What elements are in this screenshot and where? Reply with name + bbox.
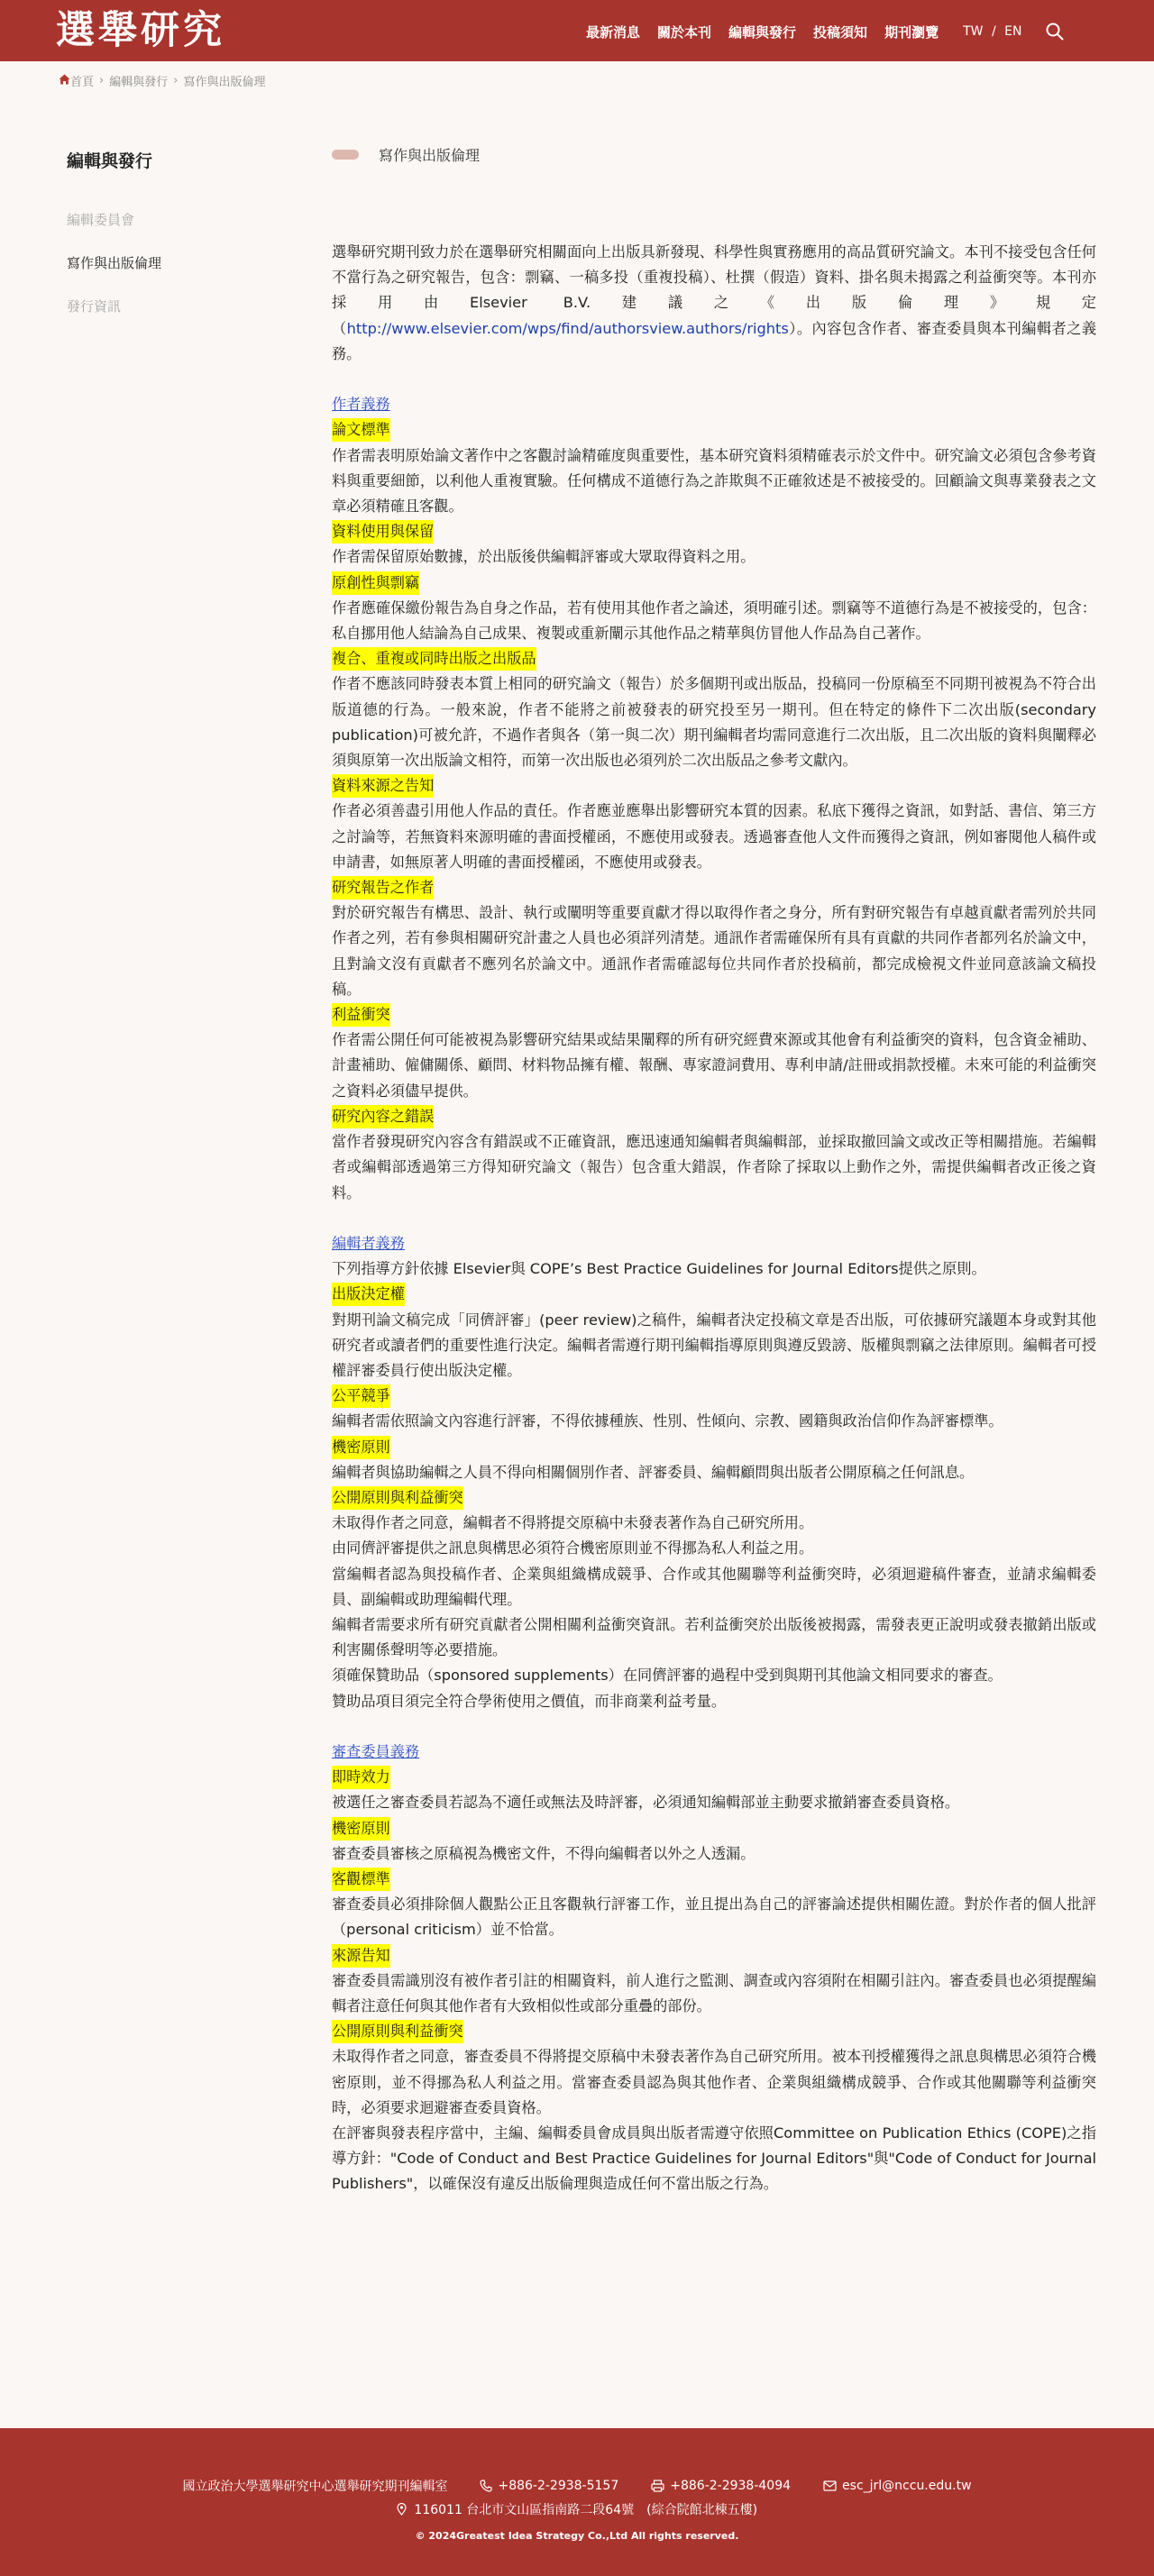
site-header — [0, 0, 1154, 61]
paragraph: 編輯者需要求所有研究貢獻者公開相關利益衝突資訊。若利益衝突於出版後被揭露，需發表更正說明或發表撤銷出版或利害關係聲明等必要措施。 — [332, 1615, 1096, 1659]
phone-number[interactable]: +886-2-2938-5157 — [498, 2479, 619, 2493]
highlighted-heading: 即時效力 — [332, 1766, 390, 1789]
paragraph: 當編輯者認為與投稿作者、企業與組織構成競爭、合作或其他關聯等利益衝突時，必須迴避稿件審查，並請求編輯委員、副編輯或助理編輯代理。 — [332, 1565, 1096, 1608]
subsection-heading — [332, 1435, 1096, 1460]
subsection-heading — [332, 773, 1096, 799]
highlighted-heading: 原創性與剽竊 — [332, 571, 419, 595]
breadcrumb-home[interactable]: 首頁 — [70, 76, 95, 89]
paragraph: 作者不應該同時發表本質上相同的研究論文（報告）於多個期刊或出版品，投稿同一份原稿至不同期刊被視為不符合出版道德的行為。一般來說，作者不能將之前被發表的研究投至另一期刊。但在特定的條件下二次出版(secondary publication)可被允許，不過作者與各（第一與二次）期刊編輯者均需同意進行二次出版，且二次出版的資料與闡釋必須與原第一次出版論文相符，而第一次出版也必須列於二次出版品之參考文獻內。 — [332, 675, 1096, 770]
intro-text: 選舉研究期刊致力於在選舉研究相關面向上出版具新發現、科學性與實務應用的高品質研究論文。本刊不接受包含任何不當行為之研究報告，包含：剽竊、一稿多投（重複投稿）、杜撰（假造）資料、掛名與未揭露之利益衝突等。本刊亦採用由Elsevier B.V.建議之《出版倫理》規定（ — [332, 243, 1096, 337]
sidebar-item-editorial-board[interactable]: 編輯委員會 — [67, 212, 135, 228]
paragraph: 作者需公開任何可能被視為影響研究結果或結果闡釋的所有研究經費來源或其他會有利益衝突的資料，包含資金補助、計畫補助、僱傭關係、顧問、材料物品擁有權、報酬、專家證詞費用、專利申請/註冊或捐款授權。未來可能的利益衝突之資料必須儘早提供。 — [332, 1031, 1096, 1100]
highlighted-heading: 公平競爭 — [332, 1384, 390, 1408]
highlighted-heading: 複合、重複或同時出版之出版品 — [332, 647, 536, 671]
section-heading — [332, 367, 1096, 417]
paragraph: 審查委員需識別沒有被作者引註的相關資料，前人進行之監測、調查或內容須附在相關引註內。審查委員也必須提醒編輯者注意任何與其他作者有大致相似性或部分重疊的部份。 — [332, 1971, 1096, 2014]
paragraph: 須確保贊助品（sponsored supplements）在同儕評審的過程中受到與期刊其他論文相同要求的審查。 — [332, 1667, 1003, 1685]
paragraph: 贊助品項目須完全符合學術使用之價值，而非商業利益考量。 — [332, 1692, 727, 1710]
site-logo[interactable]: 選舉研究 — [56, 8, 225, 53]
section-title[interactable]: 編輯者義務 — [332, 1234, 405, 1252]
subsection-heading — [332, 519, 1096, 544]
site-footer — [0, 2428, 1154, 2576]
paragraph: 對期刊論文稿完成「同儕評審」(peer review)之稿件，編輯者決定投稿文章是否出版，可依據研究議題本身或對其他研究者或讀者們的重要性進行決定。編輯者需遵行期刊編輯指導原則與遵反毀謗、版權與剽竊之法律原則。編輯者可授權評審委員行使出版決定權。 — [332, 1311, 1096, 1379]
lang-separator: / — [991, 24, 996, 39]
lang-tw[interactable]: TW — [963, 24, 984, 39]
paragraph: 被選任之審查委員若認為不適任或無法及時評審，必須通知編輯部並主動要求撤銷審查委員資格。 — [332, 1794, 960, 1812]
subsection-heading — [332, 1816, 1096, 1841]
lang-en[interactable]: EN — [1004, 24, 1022, 39]
subsection-heading — [332, 1867, 1096, 1892]
sidebar-item-publication-info[interactable]: 發行資訊 — [67, 298, 122, 315]
subsection-heading — [332, 1002, 1096, 1028]
footer-org: 國立政治大學選舉研究中心選舉研究期刊編輯室 — [182, 2480, 448, 2494]
footer-contact — [0, 2477, 1154, 2495]
subsection-heading — [332, 1943, 1096, 1969]
section-title[interactable]: 作者義務 — [332, 396, 390, 414]
nav-submission[interactable]: 投稿須知 — [813, 23, 868, 41]
paragraph: 未取得作者之同意，編輯者不得將提交原稿中未發表著作為自己研究所用。 — [332, 1514, 814, 1532]
page-heading — [332, 144, 480, 165]
subsection-heading — [332, 1765, 1096, 1790]
section-lead: 下列指導方針依據 Elsevier與 COPE’s Best Practice Guidelines for Journal Editors提供之原則。 — [332, 1260, 986, 1278]
paragraph: 在評審與發表程序當中，主編、編輯委員會成員與出版者需遵守依照Committee on Publication Ethics (COPE)之指導方針："Code of Conduct and Best Practice Guidelines for Journal Editors"與"Code of Conduct for Journal Publishers"，以確保沒有違反出版倫理與造成任何不當出版之行為。 — [332, 2124, 1096, 2193]
nav-about[interactable]: 關於本刊 — [657, 23, 712, 41]
nav-browse[interactable]: 期刊瀏覽 — [884, 23, 939, 41]
footer-address: 116011 台北市文山區指南路二段64號 (綜合院館北棟五樓) — [414, 2503, 758, 2517]
paragraph: 未取得作者之同意，審查委員不得將提交原稿中未發表著作為自己研究所用。被本刊授權獲得之訊息與構思必須符合機密原則，並不得挪為私人利益之用。當審查委員認為與其他作者、企業與組織構成競爭、合作或其他關聯等利益衝突時，必須要求迴避審查委員資格。 — [332, 2048, 1096, 2116]
breadcrumb-current: 寫作與出版倫理 — [183, 76, 266, 89]
highlighted-heading: 機密原則 — [332, 1817, 390, 1841]
highlighted-heading: 機密原則 — [332, 1436, 390, 1459]
highlighted-heading: 利益衝突 — [332, 1003, 390, 1027]
subsection-heading — [332, 1282, 1096, 1307]
paragraph: 由同儕評審提供之訊息與構思必須符合機密原則並不得挪為私人利益之用。 — [332, 1539, 814, 1557]
intro-text-end: ）。內容包含作者、審查委員與本刊編輯者之義務。 — [332, 319, 1097, 362]
search-icon[interactable] — [1044, 21, 1066, 42]
sections — [332, 367, 1096, 2197]
intro-paragraph — [332, 240, 1096, 367]
paragraph: 作者應確保繳份報告為自身之作品，若有使用其他作者之論述，須明確引述。剽竊等不道德行為是不被接受的，包含：私自挪用他人結論為自己成果、複製或重新闡示其他作品之精華與仿冒他人作品為自己著作。 — [332, 598, 1096, 643]
paragraph: 審查委員必須排除個人觀點公正且客觀執行評審工作，並且提出為自己的評審論述提供相關佐證。對於作者的個人批評（personal criticism）並不恰當。 — [332, 1895, 1096, 1939]
subsection-heading — [332, 417, 1096, 443]
highlighted-heading: 公開原則與利益衝突 — [332, 1486, 463, 1510]
fax-icon — [651, 2480, 664, 2492]
nav-news[interactable]: 最新消息 — [586, 23, 641, 41]
subsection-heading — [332, 571, 1096, 596]
section-heading — [332, 1714, 1096, 1765]
paragraph: 審查委員審核之原稿視為機密文件，不得向編輯者以外之人透漏。 — [332, 1844, 756, 1862]
breadcrumb — [59, 72, 265, 89]
article-content — [332, 240, 1096, 2197]
subsection-heading — [332, 1485, 1096, 1511]
highlighted-heading: 來源告知 — [332, 1944, 390, 1968]
paragraph: 編輯者與協助編輯之人員不得向相關個別作者、評審委員、編輯顧問與出版者公開原稿之任何訊息。 — [332, 1463, 975, 1481]
phone-icon — [480, 2480, 492, 2492]
highlighted-heading: 研究內容之錯誤 — [332, 1105, 434, 1128]
chevron-right-icon: › — [173, 74, 179, 87]
page-title: 寫作與出版倫理 — [379, 147, 481, 164]
highlighted-heading: 出版決定權 — [332, 1283, 405, 1306]
highlighted-heading: 客觀標準 — [332, 1868, 390, 1891]
sidebar-item-ethics[interactable]: 寫作與出版倫理 — [67, 255, 162, 271]
footer-email — [823, 2477, 972, 2495]
nav-editorial[interactable]: 編輯與發行 — [728, 23, 797, 41]
location-pin-icon — [397, 2503, 407, 2516]
highlighted-heading: 公開原則與利益衝突 — [332, 2020, 463, 2043]
breadcrumb-editorial[interactable]: 編輯與發行 — [109, 76, 169, 89]
main-nav — [586, 21, 1066, 42]
paragraph: 編輯者需依照論文內容進行評審，不得依據種族、性別、性傾向、宗教、國籍與政治信仰作為評審標準。 — [332, 1412, 1003, 1430]
subsection-heading — [332, 1104, 1096, 1129]
heading-decoration — [332, 150, 359, 160]
fax-number: +886-2-2938-4094 — [670, 2479, 792, 2493]
highlighted-heading: 資料來源之告知 — [332, 774, 434, 798]
home-icon[interactable] — [59, 74, 70, 88]
section-heading — [332, 1206, 1096, 1256]
paragraph: 作者需保留原始數據，於出版後供編輯評審或大眾取得資料之用。 — [332, 548, 756, 566]
elsevier-link[interactable]: http://www.elsevier.com/wps/find/authorsview.authors/rights — [346, 319, 789, 337]
paragraph: 作者必須善盡引用他人作品的責任。作者應並應舉出影響研究本質的因素。私底下獲得之資訊，如對話、書信、第三方之討論等，若無資料來源明確的書面授權函，不應使用或發表。透過審查他人文件而獲得之資訊，例如審閱他人稿件或申請書，如無原著人明確的書面授權函，不應使用或發表。 — [332, 802, 1096, 871]
mail-icon — [823, 2480, 837, 2491]
sidebar — [67, 148, 292, 340]
subsection-heading — [332, 1384, 1096, 1409]
email-address[interactable]: esc_jrl@nccu.edu.tw — [842, 2479, 972, 2493]
section-title[interactable]: 審查委員義務 — [332, 1742, 420, 1760]
subsection-heading — [332, 646, 1096, 671]
paragraph: 當作者發現研究內容含有錯誤或不正確資訊，應迅速通知編輯者與編輯部，並採取撤回論文或改正等相關措施。若編輯者或編輯部透過第三方得知研究論文（報告）包含重大錯誤，作者除了採取以上動作之外，需提供編輯者改正後之資料。 — [332, 1133, 1096, 1201]
paragraph: 對於研究報告有構思、設計、執行或闡明等重要貢獻才得以取得作者之身分，所有對研究報告有卓越貢獻者需列於共同作者之列，若有參與相關研究計畫之人員也必須詳列清楚。通訊作者需確保所有具有貢獻的共同作者都列名於論文中，且對論文沒有貢獻者不應列名於論文中。通訊作者需確認每位共同作者於投稿前，都完成檢視文件並同意該論文稿投稿。 — [332, 904, 1096, 998]
sidebar-title: 編輯與發行 — [67, 151, 153, 171]
footer-fax — [651, 2477, 791, 2495]
footer-copyright: © 2024Greatest Idea Strategy Co.,Ltd All rights reserved. — [415, 2530, 739, 2542]
footer-address-row — [0, 2500, 1154, 2518]
paragraph: 作者需表明原始論文著作中之客觀討論精確度與重要性，基本研究資料須精確表示於文件中。研究論文必須包含參考資料與重要細節，以利他人重複實驗。任何構成不道德行為之詐欺與不正確敘述是不被接受的。回顧論文與專業發表之文章必須精確且客觀。 — [332, 446, 1096, 516]
language-switcher — [963, 24, 1021, 39]
highlighted-heading: 論文標準 — [332, 418, 390, 442]
subsection-heading — [332, 2019, 1096, 2044]
subsection-heading — [332, 875, 1096, 900]
highlighted-heading: 資料使用與保留 — [332, 520, 434, 544]
chevron-right-icon: › — [99, 74, 105, 87]
highlighted-heading: 研究報告之作者 — [332, 876, 434, 900]
footer-phone — [480, 2477, 618, 2495]
